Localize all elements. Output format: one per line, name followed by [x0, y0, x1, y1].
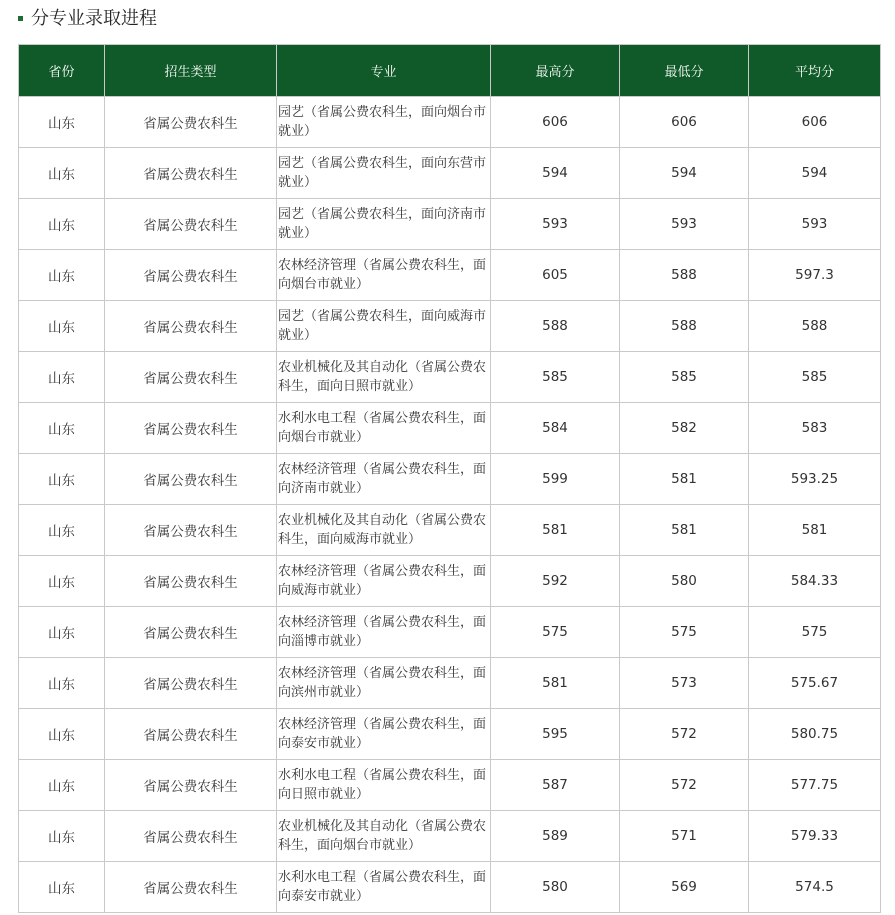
- cell-avg-score: 584.33: [749, 556, 881, 607]
- cell-major: [277, 403, 491, 454]
- cell-avg-score: 577.75: [749, 760, 881, 811]
- cell-major: [277, 607, 491, 658]
- table-row: [19, 199, 881, 250]
- table-row: [19, 403, 881, 454]
- cell-min-score: 582: [620, 403, 749, 454]
- cell-avg-score: 593: [749, 199, 881, 250]
- cell-province: 山东: [19, 556, 105, 607]
- cell-major: [277, 862, 491, 913]
- header-major: 专业: [277, 45, 491, 97]
- cell-max-score: 587: [491, 760, 620, 811]
- cell-major: [277, 454, 491, 505]
- cell-province: 山东: [19, 607, 105, 658]
- cell-province: 山东: [19, 760, 105, 811]
- cell-max-score: 581: [491, 658, 620, 709]
- cell-avg-score: 579.33: [749, 811, 881, 862]
- cell-province: 山东: [19, 862, 105, 913]
- cell-max-score: 585: [491, 352, 620, 403]
- cell-avg-score: 597.3: [749, 250, 881, 301]
- cell-avg-score: 594: [749, 148, 881, 199]
- square-bullet-icon: [18, 16, 23, 21]
- table-row: [19, 556, 881, 607]
- table-row: [19, 301, 881, 352]
- table-row: [19, 811, 881, 862]
- section-header: [18, 4, 157, 30]
- cell-max-score: 589: [491, 811, 620, 862]
- cell-major: [277, 505, 491, 556]
- cell-avg-score: 575: [749, 607, 881, 658]
- cell-admission-type: 省属公费农科生: [105, 403, 277, 454]
- major-text: 农业机械化及其自动化（省属公费农科生，面向日照市就业）: [278, 360, 487, 394]
- cell-admission-type: 省属公费农科生: [105, 199, 277, 250]
- cell-avg-score: 581: [749, 505, 881, 556]
- header-province: 省份: [19, 45, 105, 97]
- table-row: [19, 148, 881, 199]
- table-row: [19, 505, 881, 556]
- cell-min-score: 580: [620, 556, 749, 607]
- table-row: [19, 760, 881, 811]
- major-text: 园艺（省属公费农科生，面向烟台市就业）: [278, 105, 487, 139]
- cell-province: 山东: [19, 403, 105, 454]
- cell-max-score: 584: [491, 403, 620, 454]
- cell-avg-score: 588: [749, 301, 881, 352]
- cell-major: [277, 658, 491, 709]
- cell-admission-type: 省属公费农科生: [105, 301, 277, 352]
- major-text: 农林经济管理（省属公费农科生，面向烟台市就业）: [278, 258, 487, 292]
- cell-max-score: 575: [491, 607, 620, 658]
- cell-min-score: 581: [620, 505, 749, 556]
- cell-major: [277, 811, 491, 862]
- major-text: 农林经济管理（省属公费农科生，面向滨州市就业）: [278, 666, 487, 700]
- cell-admission-type: 省属公费农科生: [105, 658, 277, 709]
- cell-admission-type: 省属公费农科生: [105, 148, 277, 199]
- table-row: [19, 352, 881, 403]
- admission-score-table: [18, 44, 881, 913]
- cell-province: 山东: [19, 709, 105, 760]
- cell-major: [277, 556, 491, 607]
- cell-max-score: 592: [491, 556, 620, 607]
- header-admission-type: 招生类型: [105, 45, 277, 97]
- major-text: 水利水电工程（省属公费农科生，面向烟台市就业）: [278, 411, 487, 445]
- cell-admission-type: 省属公费农科生: [105, 352, 277, 403]
- header-max-score: 最高分: [491, 45, 620, 97]
- admission-table-container: [18, 44, 880, 913]
- cell-province: 山东: [19, 301, 105, 352]
- table-row: [19, 607, 881, 658]
- cell-province: 山东: [19, 505, 105, 556]
- cell-major: [277, 148, 491, 199]
- cell-max-score: 605: [491, 250, 620, 301]
- cell-admission-type: 省属公费农科生: [105, 250, 277, 301]
- cell-min-score: 569: [620, 862, 749, 913]
- cell-province: 山东: [19, 454, 105, 505]
- cell-min-score: 572: [620, 709, 749, 760]
- cell-max-score: 606: [491, 97, 620, 148]
- cell-province: 山东: [19, 352, 105, 403]
- cell-major: [277, 250, 491, 301]
- cell-major: [277, 199, 491, 250]
- cell-min-score: 572: [620, 760, 749, 811]
- cell-avg-score: 575.67: [749, 658, 881, 709]
- cell-major: [277, 301, 491, 352]
- header-min-score: 最低分: [620, 45, 749, 97]
- cell-major: [277, 352, 491, 403]
- cell-admission-type: 省属公费农科生: [105, 505, 277, 556]
- major-text: 农林经济管理（省属公费农科生，面向泰安市就业）: [278, 717, 487, 751]
- cell-province: 山东: [19, 97, 105, 148]
- table-body: [19, 97, 881, 913]
- cell-avg-score: 593.25: [749, 454, 881, 505]
- table-row: [19, 709, 881, 760]
- cell-province: 山东: [19, 250, 105, 301]
- cell-province: 山东: [19, 148, 105, 199]
- major-text: 农业机械化及其自动化（省属公费农科生，面向烟台市就业）: [278, 819, 487, 853]
- cell-max-score: 595: [491, 709, 620, 760]
- table-header-row: [19, 45, 881, 97]
- cell-major: [277, 97, 491, 148]
- cell-province: 山东: [19, 658, 105, 709]
- cell-min-score: 581: [620, 454, 749, 505]
- cell-major: [277, 760, 491, 811]
- table-row: [19, 658, 881, 709]
- table-row: [19, 454, 881, 505]
- cell-admission-type: 省属公费农科生: [105, 607, 277, 658]
- major-text: 农林经济管理（省属公费农科生，面向淄博市就业）: [278, 615, 487, 649]
- cell-min-score: 593: [620, 199, 749, 250]
- cell-avg-score: 585: [749, 352, 881, 403]
- cell-avg-score: 580.75: [749, 709, 881, 760]
- cell-admission-type: 省属公费农科生: [105, 556, 277, 607]
- cell-min-score: 571: [620, 811, 749, 862]
- cell-min-score: 585: [620, 352, 749, 403]
- table-row: [19, 97, 881, 148]
- cell-max-score: 580: [491, 862, 620, 913]
- cell-admission-type: 省属公费农科生: [105, 760, 277, 811]
- major-text: 农业机械化及其自动化（省属公费农科生，面向威海市就业）: [278, 513, 487, 547]
- cell-province: 山东: [19, 199, 105, 250]
- cell-min-score: 606: [620, 97, 749, 148]
- cell-admission-type: 省属公费农科生: [105, 862, 277, 913]
- header-avg-score: 平均分: [749, 45, 881, 97]
- cell-min-score: 575: [620, 607, 749, 658]
- major-text: 农林经济管理（省属公费农科生，面向济南市就业）: [278, 462, 487, 496]
- cell-min-score: 588: [620, 250, 749, 301]
- cell-avg-score: 583: [749, 403, 881, 454]
- cell-max-score: 599: [491, 454, 620, 505]
- table-row: [19, 862, 881, 913]
- major-text: 水利水电工程（省属公费农科生，面向日照市就业）: [278, 768, 487, 802]
- cell-admission-type: 省属公费农科生: [105, 454, 277, 505]
- cell-min-score: 573: [620, 658, 749, 709]
- cell-min-score: 594: [620, 148, 749, 199]
- cell-avg-score: 606: [749, 97, 881, 148]
- major-text: 园艺（省属公费农科生，面向东营市就业）: [278, 156, 487, 190]
- major-text: 园艺（省属公费农科生，面向济南市就业）: [278, 207, 487, 241]
- cell-max-score: 593: [491, 199, 620, 250]
- cell-max-score: 594: [491, 148, 620, 199]
- table-row: [19, 250, 881, 301]
- cell-admission-type: 省属公费农科生: [105, 97, 277, 148]
- cell-admission-type: 省属公费农科生: [105, 709, 277, 760]
- cell-max-score: 581: [491, 505, 620, 556]
- cell-major: [277, 709, 491, 760]
- cell-max-score: 588: [491, 301, 620, 352]
- page-title: 分专业录取进程: [31, 8, 157, 29]
- cell-avg-score: 574.5: [749, 862, 881, 913]
- major-text: 水利水电工程（省属公费农科生，面向泰安市就业）: [278, 870, 487, 904]
- cell-province: 山东: [19, 811, 105, 862]
- major-text: 园艺（省属公费农科生，面向威海市就业）: [278, 309, 487, 343]
- cell-min-score: 588: [620, 301, 749, 352]
- major-text: 农林经济管理（省属公费农科生，面向威海市就业）: [278, 564, 487, 598]
- cell-admission-type: 省属公费农科生: [105, 811, 277, 862]
